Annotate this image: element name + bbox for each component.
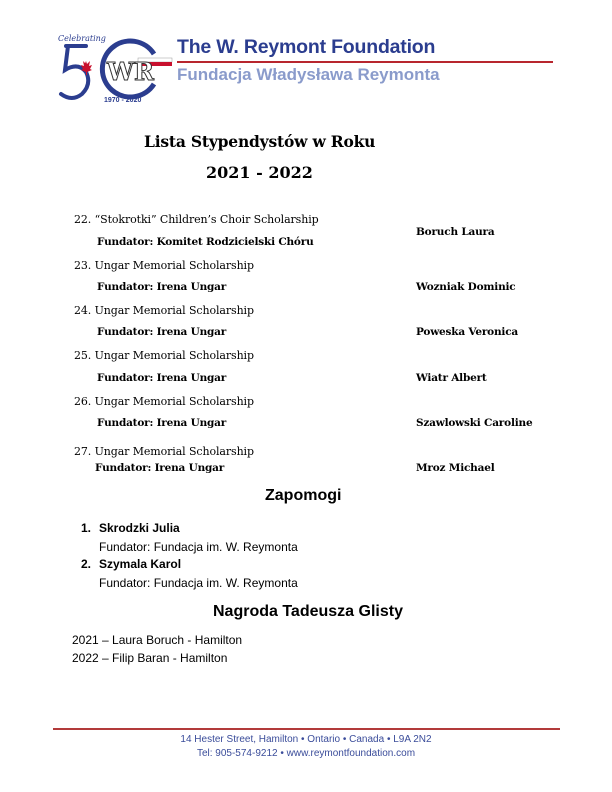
grant-recipient: Skrodzki Julia — [99, 521, 180, 535]
scholarship-funder: Fundator: Komitet Rodzicielski Chóru — [97, 236, 314, 248]
award-heading: Nagroda Tadeusza Glisty — [213, 603, 403, 620]
footer-divider — [53, 728, 560, 730]
maple-leaf-icon — [81, 61, 92, 75]
footer-contact: Tel: 905-574-9212 • www.reymontfoundation.com — [196, 748, 416, 759]
scholarship-title: 26. Ungar Memorial Scholarship — [74, 395, 254, 408]
scholarship-recipient: Mroz Michael — [416, 462, 495, 474]
org-name-english: The W. Reymont Foundation — [177, 36, 436, 58]
list-number: 2. — [81, 557, 92, 571]
anniversary-50-logo-icon — [56, 28, 176, 104]
award-entry: 2021 – Laura Boruch - Hamilton — [72, 633, 243, 647]
scholarship-title: 25. Ungar Memorial Scholarship — [74, 349, 254, 362]
scholarship-recipient: Szawlowski Caroline — [416, 417, 533, 429]
wr-monogram: WR — [107, 57, 154, 86]
scholarship-funder: Fundator: Irena Ungar — [95, 462, 225, 474]
scholarship-title: 23. Ungar Memorial Scholarship — [74, 259, 254, 272]
number-five-shape — [61, 46, 88, 98]
scholarship-funder: Fundator: Irena Ungar — [97, 372, 227, 384]
page-title: Lista Stypendystów w Roku — [144, 132, 376, 151]
scholarship-funder: Fundator: Irena Ungar — [97, 281, 227, 293]
scholarship-recipient: Wiatr Albert — [416, 372, 487, 384]
grant-funder: Fundator: Fundacja im. W. Reymonta — [99, 540, 298, 554]
footer-address: 14 Hester Street, Hamilton • Ontario • Canada • L9A 2N2 — [180, 734, 432, 745]
list-number: 1. — [81, 521, 92, 535]
scholarship-recipient: Boruch Laura — [416, 226, 495, 238]
scholarship-funder: Fundator: Irena Ungar — [97, 417, 227, 429]
org-name-polish: Fundacja Władysława Reymonta — [177, 65, 440, 84]
celebrating-label: Celebrating — [58, 34, 106, 43]
years-label: 1970 - 2020 — [104, 97, 142, 104]
grant-recipient: Szymala Karol — [99, 557, 182, 571]
grant-funder: Fundator: Fundacja im. W. Reymonta — [99, 576, 298, 590]
scholarship-recipient: Wozniak Dominic — [416, 281, 516, 293]
scholarship-title: 27. Ungar Memorial Scholarship — [74, 445, 254, 458]
scholarship-funder: Fundator: Irena Ungar — [97, 326, 227, 338]
scholarship-title: 22. “Stokrotki” Children’s Choir Scholarship — [74, 213, 319, 226]
header-divider — [177, 61, 553, 63]
page-subtitle-years: 2021 - 2022 — [206, 163, 313, 182]
zapomogi-heading: Zapomogi — [265, 487, 342, 504]
award-entry: 2022 – Filip Baran - Hamilton — [72, 651, 228, 665]
foundation-logo — [56, 28, 176, 104]
scholarship-recipient: Poweska Veronica — [416, 326, 518, 338]
scholarship-title: 24. Ungar Memorial Scholarship — [74, 304, 254, 317]
